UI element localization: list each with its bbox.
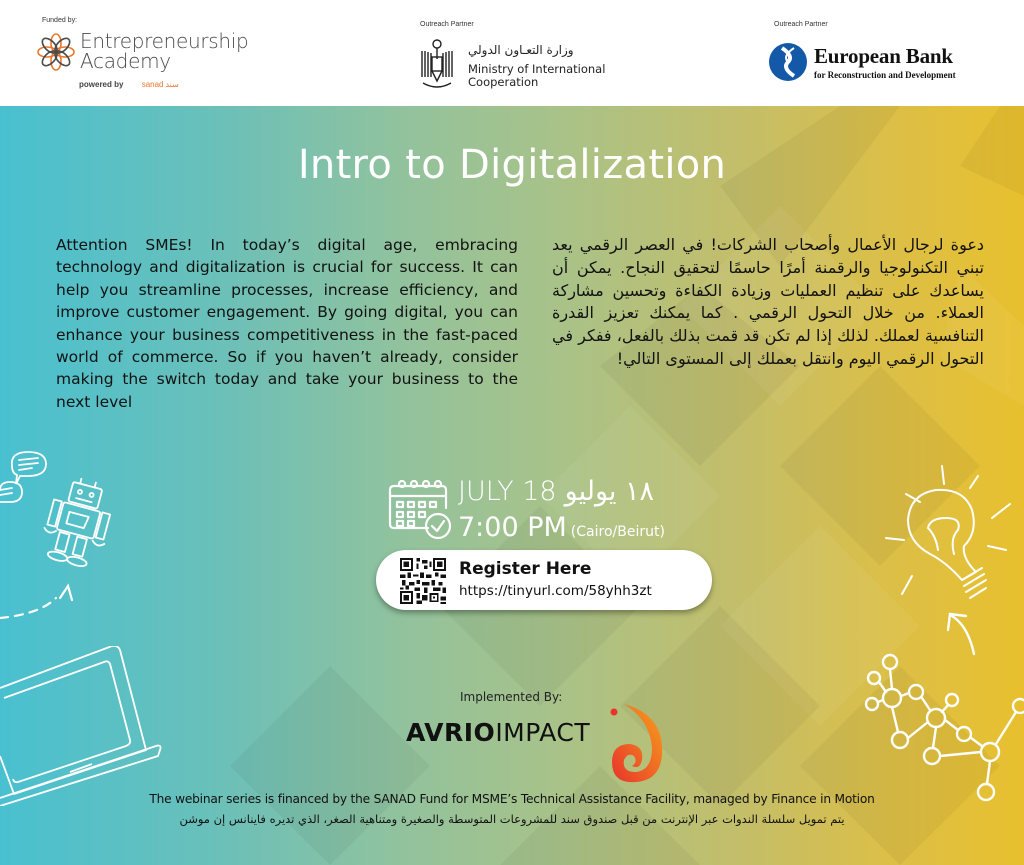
date-english: JULY 18 [458, 476, 557, 507]
avrio-impact-wordmark [406, 718, 590, 747]
ebrd-name: European Bank [814, 44, 953, 68]
dashed-arrow-icon [0, 576, 80, 626]
ebrd-logo [768, 0, 998, 106]
description-arabic: دعوة لرجال الأعمال وأصحاب الشركات! في العصر الرقمي يعد تبني التكنولوجيا والرقمنة أمرًا حاسمًا لتحقيق النجاح. يمكن أن يساعدك على تنظيم العمليات وزيادة الكفاءة وتحسين مشاركة العملاء. من خلال التحول الرقمي . كما يمكنك تعزيز القدرة التنافسية لعملك. لذلك إذا لم تكن قد قمت بذلك بالفعل، ففكر في التحول الرقمي اليوم وانتقل بعملك إلى المستوى التالي! [552, 235, 984, 368]
entrepreneurship-academy-logo [36, 0, 316, 106]
ebrd-mark-icon [768, 42, 808, 82]
timezone-label: (Cairo/Beirut) [570, 524, 665, 540]
qr-code-icon[interactable] [400, 558, 446, 604]
register-button[interactable] [376, 550, 712, 610]
description-english: Attention SMEs! In today’s digital age, embracing technology and digitalization is crucial for success. It can help you streamline processes, increase efficiency, and improve customer engagement. By going digital, you can enhance your business competitiveness in the fast-paced world of commerce. So if you haven’t already, consider making the switch today and take your business to the next level [56, 236, 518, 411]
sanad-latin: sanad [141, 80, 164, 89]
name-line-2: Academy [80, 49, 171, 73]
robot-icon [36, 476, 116, 576]
laptop-icon [0, 646, 170, 806]
ministry-name-arabic: وزارة التعـاون الدولي [468, 43, 574, 57]
implemented-by-label: Implemented By: [460, 690, 563, 704]
avrio-bold: AVRIO [406, 718, 496, 747]
calendar-check-icon [388, 478, 452, 542]
event-title: Intro to Digitalization [297, 142, 727, 188]
name-line-1: Entrepreneurship [80, 29, 249, 53]
event-time [458, 512, 665, 543]
funded-by-caption: Funded by: [42, 17, 78, 24]
event-banner [0, 106, 1024, 865]
date-arabic: ١٨ يوليو [564, 476, 655, 507]
register-url-link[interactable]: https://tinyurl.com/58yhh3zt [459, 583, 652, 599]
impact-light: IMPACT [495, 718, 591, 747]
time-value: 7:00 PM [458, 512, 567, 543]
event-date [458, 476, 654, 507]
partner-logo-header [0, 0, 1024, 106]
network-icon [860, 646, 1024, 816]
register-label: Register Here [459, 559, 592, 579]
outreach-partner-caption: Outreach Partner [774, 21, 828, 28]
powered-by-sanad [79, 80, 179, 89]
ministry-name-english [468, 63, 605, 89]
event-datetime [388, 474, 728, 546]
ministry-line-1: Ministry of International [468, 62, 606, 76]
funding-disclaimer-english: The webinar series is financed by the SANAD Fund for MSME’s Technical Assistance Facility, managed by Finance in Motion [149, 792, 875, 806]
ministry-line-2: Cooperation [468, 75, 539, 89]
ministry-logo [420, 0, 650, 106]
entrepreneurship-academy-name [80, 31, 248, 71]
ebrd-subtitle: for Reconstruction and Development [814, 70, 956, 80]
outreach-partner-caption: Outreach Partner [420, 21, 474, 28]
speech-bubbles-icon [0, 446, 70, 526]
funding-disclaimer-arabic: يتم تمويل سلسلة الندوات عبر الإنترنت من قبل صندوق سند للمشروعات المتوسطة والصغيرة ومتناهية الصغر، الذي تديره فاينانس إن موشن [179, 812, 845, 826]
sanad-arabic: سند [165, 80, 179, 89]
lightbulb-icon [850, 446, 1020, 616]
egypt-eagle-icon [420, 37, 454, 91]
flower-logo-icon [36, 32, 76, 72]
avrio-swirl-icon [606, 700, 668, 786]
powered-by-label: powered by [79, 80, 124, 89]
curved-arrow-icon [930, 596, 990, 656]
